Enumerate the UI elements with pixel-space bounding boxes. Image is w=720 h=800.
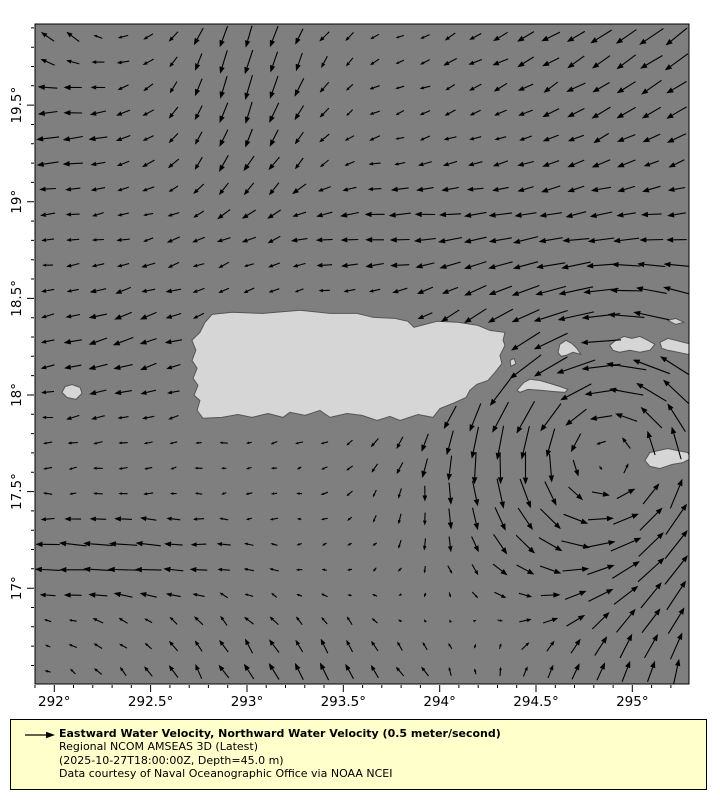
x-tick-label: 292.5° — [127, 694, 174, 710]
y-tick-label: 19° — [9, 189, 25, 214]
legend-title: Eastward Water Velocity, Northward Water Velocity (0.5 meter/second) — [59, 727, 501, 740]
x-axis-tick-labels — [38, 694, 649, 710]
x-tick-label: 293° — [230, 694, 264, 710]
y-tick-label: 19.5° — [9, 86, 25, 124]
x-tick-label: 292° — [38, 694, 71, 710]
y-tick-label: 18° — [9, 382, 25, 407]
legend-time-depth-line: (2025-10-27T18:00:00Z, Depth=45.0 m) — [59, 753, 284, 767]
legend-text-block — [59, 727, 501, 781]
legend-box — [10, 719, 707, 790]
y-tick-label: 17.5° — [9, 473, 25, 510]
x-tick-label: 294° — [423, 694, 456, 710]
reference-arrow-icon — [24, 729, 56, 741]
legend-courtesy-line: Data courtesy of Naval Oceanographic Office via NOAA NCEI — [59, 767, 393, 781]
y-tick-label: 18.5° — [9, 279, 25, 317]
x-tick-label: 293.5° — [320, 694, 367, 710]
y-tick-label: 17° — [9, 576, 25, 601]
y-axis-tick-labels — [9, 87, 25, 600]
legend-model-line: Regional NCOM AMSEAS 3D (Latest) — [59, 740, 258, 754]
x-tick-label: 295° — [616, 694, 649, 710]
x-tick-label: 294.5° — [513, 694, 559, 710]
